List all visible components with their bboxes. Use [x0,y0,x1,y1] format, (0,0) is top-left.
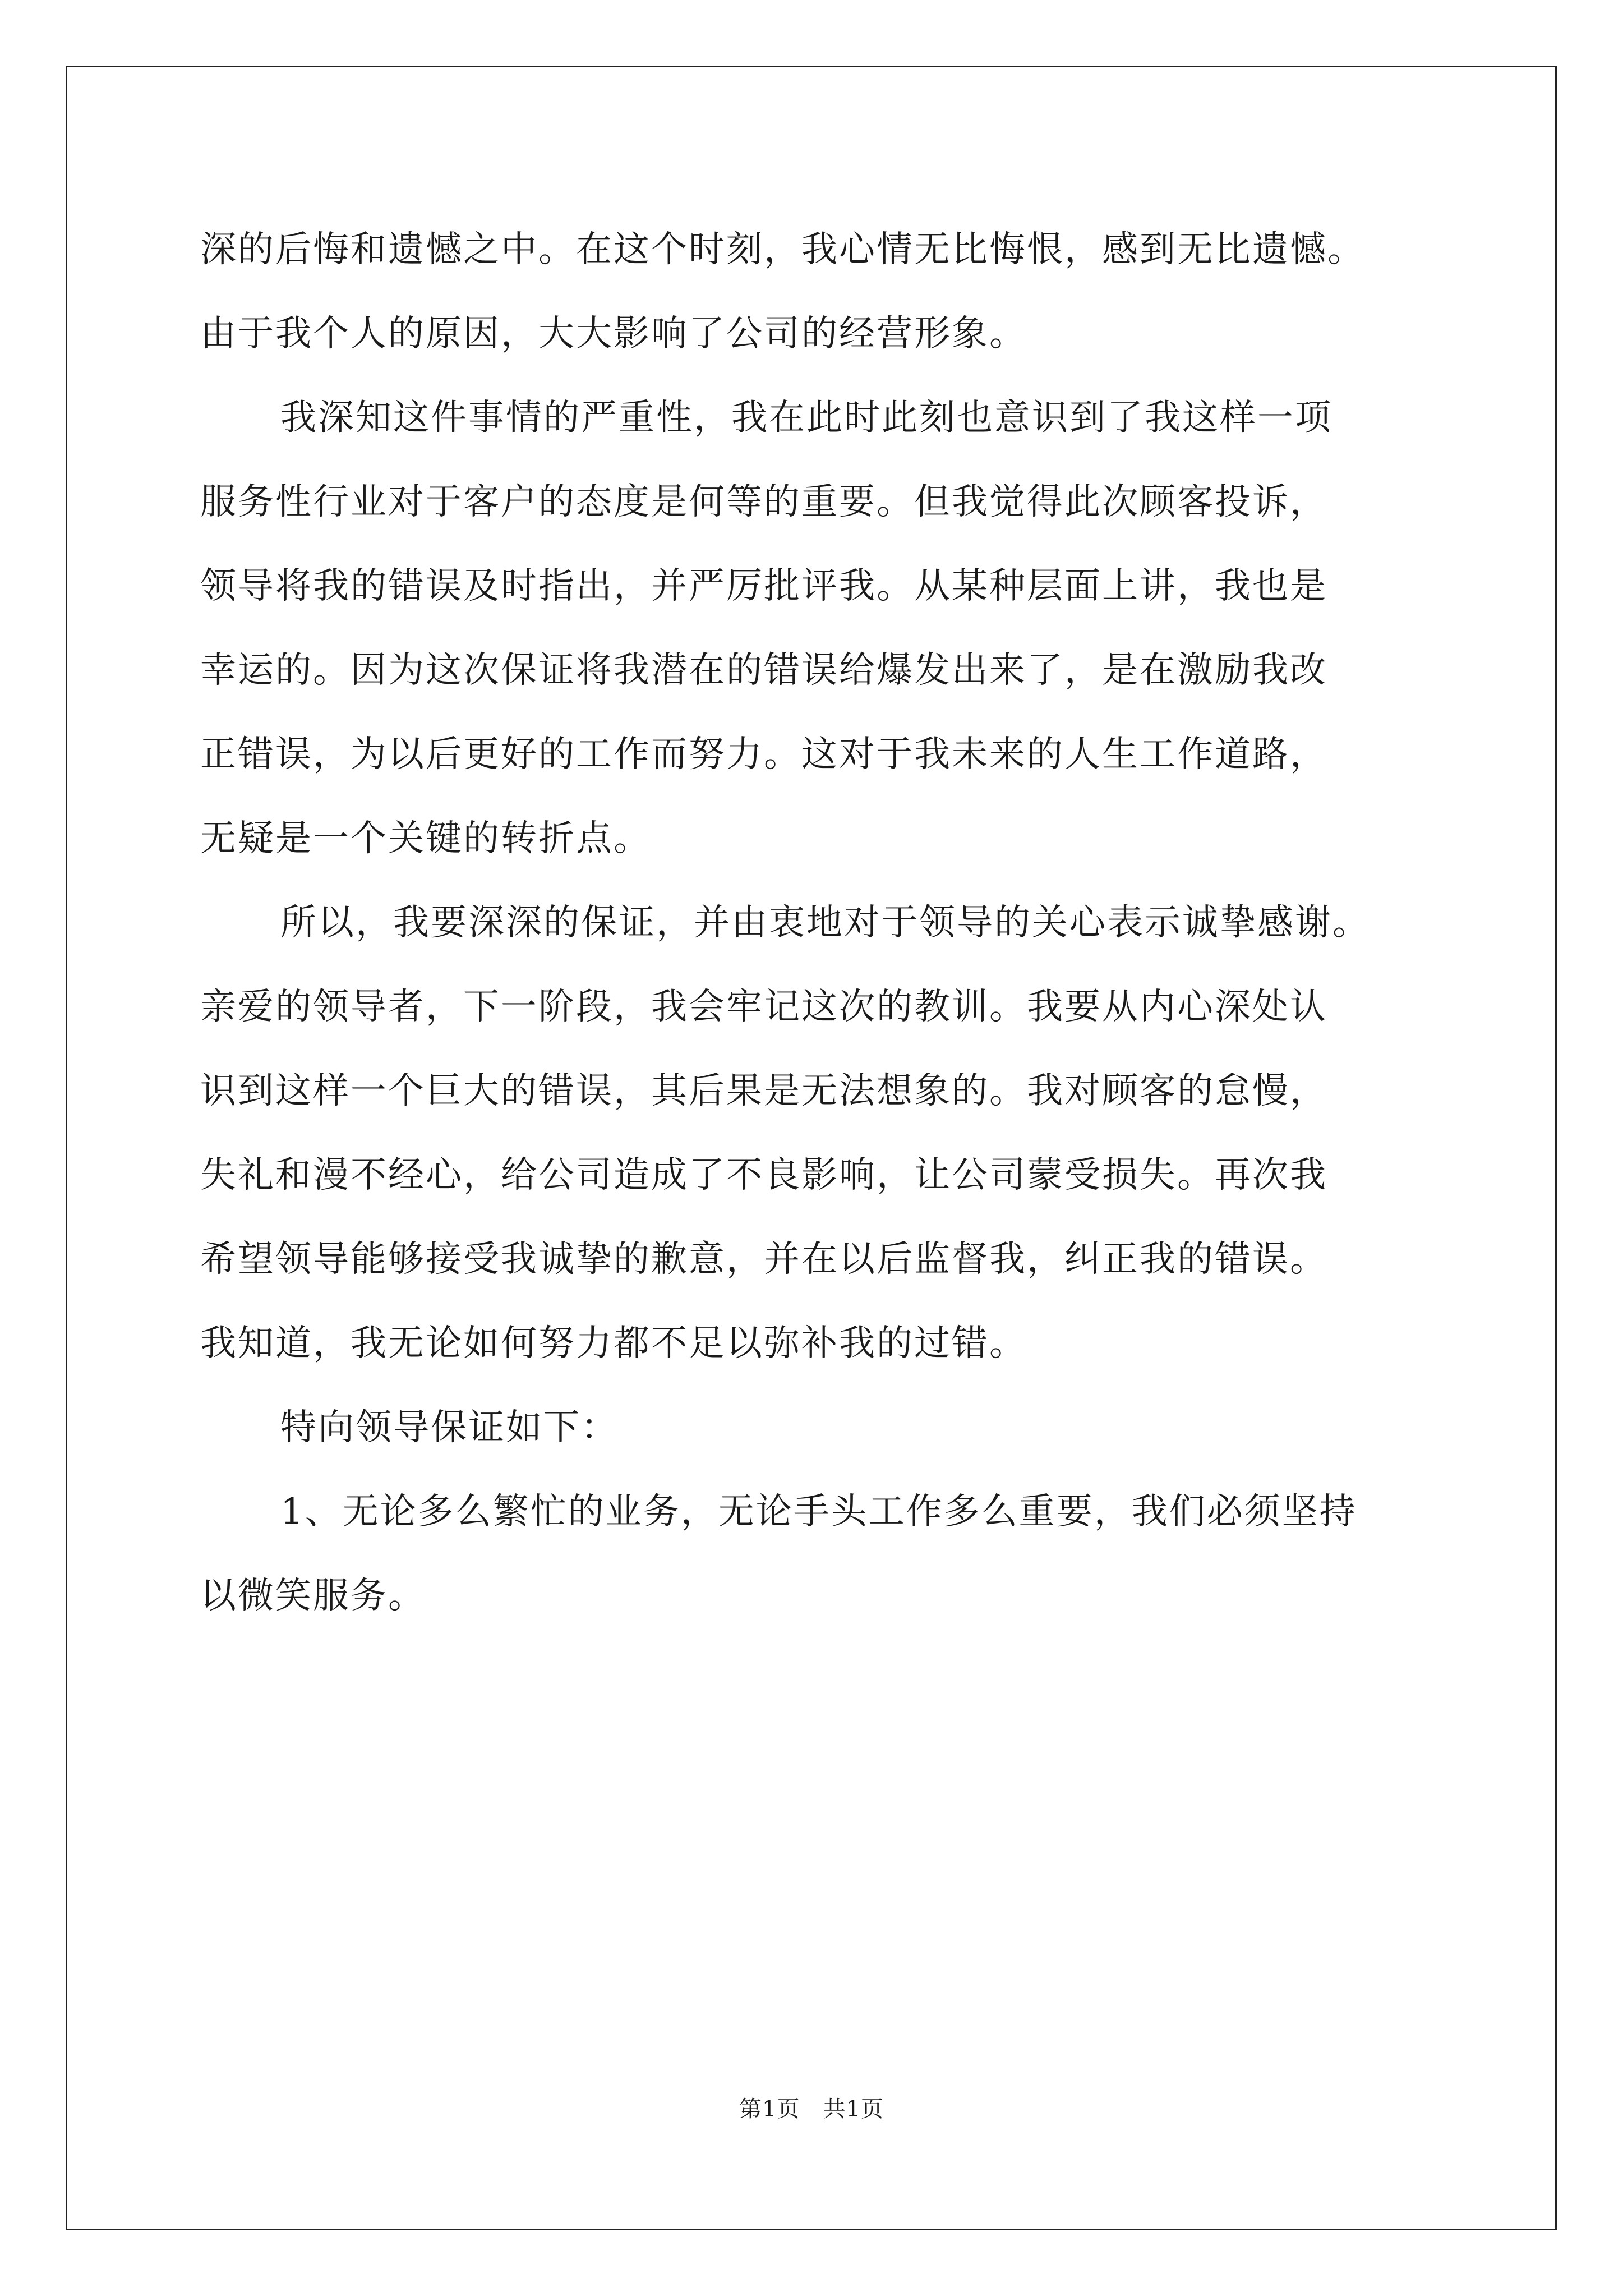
text-line: 亲爱的领导者，下一阶段，我会牢记这次的教训。我要从内心深处认 [200,986,1327,1028]
text-line: 以微笑服务。 [200,1575,426,1617]
text-line: 无疑是一个关键的转折点。 [200,818,651,859]
text-line: 正错误，为以后更好的工作而努力。这对于我未来的人生工作道路， [200,734,1327,775]
text-line: 希望领导能够接受我诚挚的歉意，并在以后监督我，纠正我的错误。 [200,1239,1327,1280]
page-number-footer: 第1页 共1页 [739,2096,884,2122]
text-line: 深的后悔和遗憾之中。在这个时刻，我心情无比悔恨，感到无比遗憾。 [200,229,1365,270]
text-line: 失礼和漫不经心，给公司造成了不良影响，让公司蒙受损失。再次我 [200,1154,1327,1196]
text-line: 1、无论多么繁忙的业务，无论手头工作多么重要，我们必须坚持 [280,1491,1357,1533]
text-line: 我深知这件事情的严重性，我在此时此刻也意识到了我这样一项 [280,397,1332,439]
text-line: 我知道，我无论如何努力都不足以弥补我的过错。 [200,1323,1027,1364]
document-body [200,208,1434,1638]
text-line: 识到这样一个巨大的错误，其后果是无法想象的。我对顾客的怠慢， [200,1070,1327,1112]
text-line: 特向领导保证如下： [280,1407,619,1448]
text-line: 所以，我要深深的保证，并由衷地对于领导的关心表示诚挚感谢。 [280,902,1370,944]
text-line: 领导将我的错误及时指出，并严厉批评我。从某种层面上讲，我也是 [200,565,1327,607]
text-line: 由于我个人的原因，大大影响了公司的经营形象。 [200,313,1027,355]
text-line: 服务性行业对于客户的态度是何等的重要。但我觉得此次顾客投诉， [200,481,1327,523]
text-line: 幸运的。因为这次保证将我潜在的错误给爆发出来了，是在激励我改 [200,650,1327,691]
